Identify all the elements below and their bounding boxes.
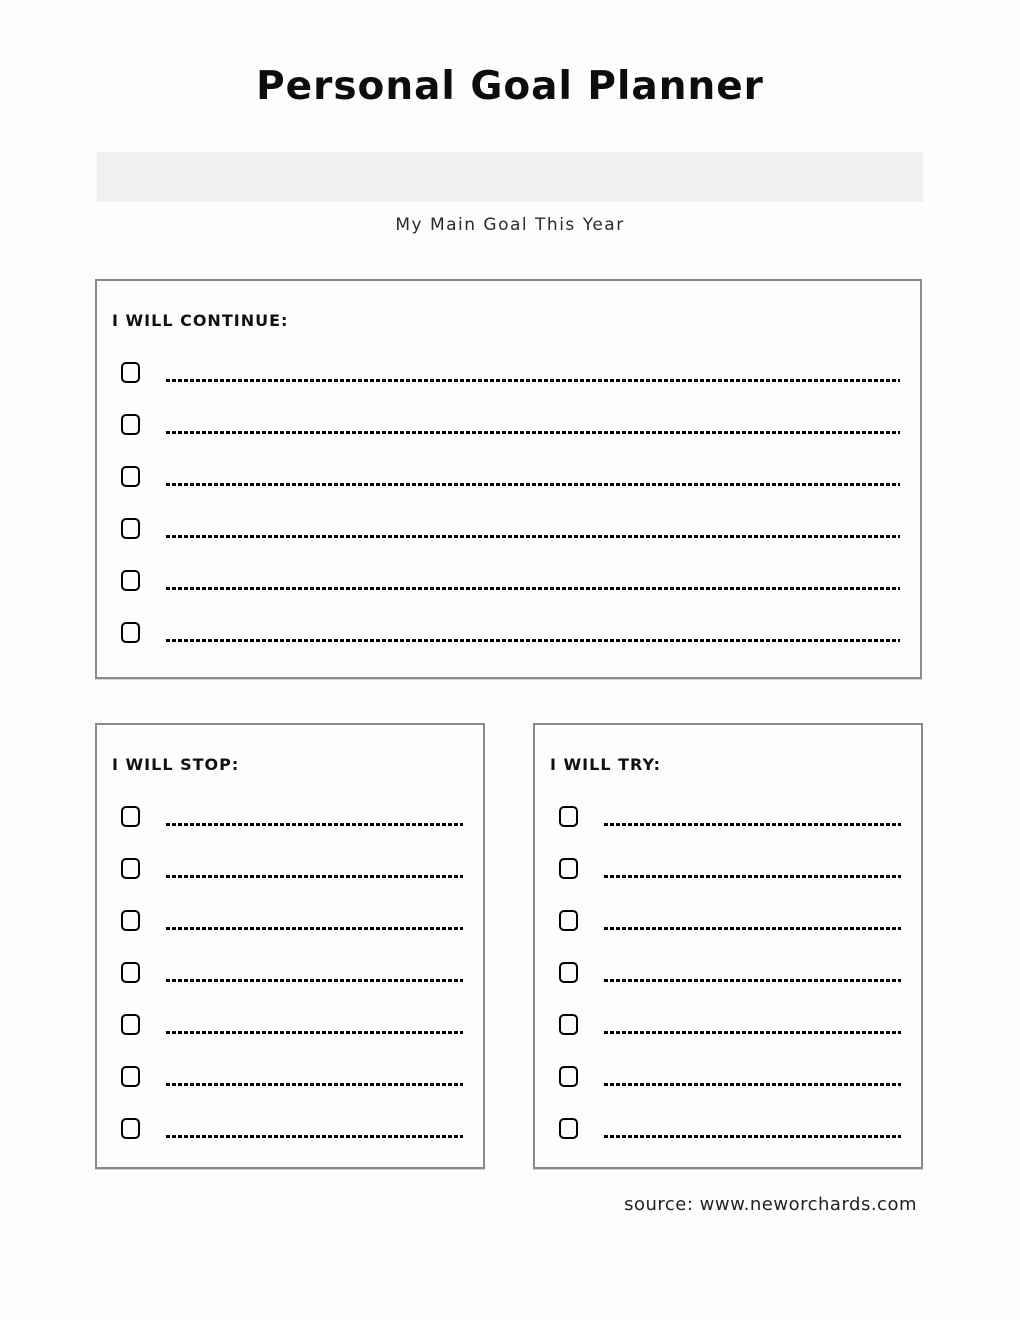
checkbox[interactable]	[121, 962, 140, 983]
fill-in-line[interactable]	[166, 823, 463, 826]
page-title: Personal Goal Planner	[256, 64, 764, 109]
checkbox[interactable]	[121, 1066, 140, 1087]
section-try-heading: I WILL TRY:	[550, 755, 662, 774]
fill-in-line[interactable]	[604, 1083, 901, 1086]
fill-in-line[interactable]	[166, 927, 463, 930]
checklist-row	[112, 554, 900, 606]
fill-in-line[interactable]	[604, 1135, 901, 1138]
fill-in-line[interactable]	[166, 875, 463, 878]
checklist-row	[112, 842, 463, 894]
fill-in-line[interactable]	[166, 639, 900, 642]
section-try-rows	[550, 790, 901, 1154]
checkbox[interactable]	[559, 858, 578, 879]
checklist-row	[112, 946, 463, 998]
fill-in-line[interactable]	[166, 1135, 463, 1138]
section-stop	[95, 723, 485, 1169]
section-stop-rows	[112, 790, 463, 1154]
checkbox[interactable]	[121, 570, 140, 591]
checkbox[interactable]	[559, 1066, 578, 1087]
fill-in-line[interactable]	[166, 979, 463, 982]
checklist-row	[550, 1050, 901, 1102]
fill-in-line[interactable]	[166, 431, 900, 434]
checkbox[interactable]	[559, 806, 578, 827]
checkbox[interactable]	[559, 1014, 578, 1035]
checklist-row	[112, 450, 900, 502]
checkbox[interactable]	[121, 622, 140, 643]
checklist-row	[550, 790, 901, 842]
fill-in-line[interactable]	[604, 979, 901, 982]
checklist-row	[112, 1050, 463, 1102]
fill-in-line[interactable]	[166, 1031, 463, 1034]
checklist-row	[112, 1102, 463, 1154]
fill-in-line[interactable]	[166, 587, 900, 590]
checkbox[interactable]	[121, 414, 140, 435]
section-stop-heading: I WILL STOP:	[112, 755, 240, 774]
section-try	[533, 723, 923, 1169]
fill-in-line[interactable]	[166, 379, 900, 382]
checkbox[interactable]	[559, 962, 578, 983]
section-continue	[95, 279, 922, 679]
checklist-row	[112, 998, 463, 1050]
bottom-sections	[95, 723, 1020, 1169]
checkbox[interactable]	[559, 910, 578, 931]
fill-in-line[interactable]	[166, 1083, 463, 1086]
checklist-row	[550, 946, 901, 998]
checkbox[interactable]	[121, 1118, 140, 1139]
checklist-row	[112, 790, 463, 842]
checklist-row	[550, 1102, 901, 1154]
checklist-row	[112, 398, 900, 450]
section-continue-heading: I WILL CONTINUE:	[112, 311, 289, 330]
checkbox[interactable]	[121, 518, 140, 539]
checklist-row	[112, 502, 900, 554]
main-goal-field[interactable]	[97, 152, 923, 202]
checkbox[interactable]	[121, 806, 140, 827]
checkbox[interactable]	[559, 1118, 578, 1139]
checklist-row	[112, 894, 463, 946]
fill-in-line[interactable]	[166, 483, 900, 486]
section-continue-rows	[112, 346, 900, 658]
checklist-row	[550, 894, 901, 946]
checkbox[interactable]	[121, 858, 140, 879]
main-goal-caption: My Main Goal This Year	[395, 215, 625, 235]
checkbox[interactable]	[121, 466, 140, 487]
checklist-row	[550, 998, 901, 1050]
checklist-row	[112, 346, 900, 398]
fill-in-line[interactable]	[604, 1031, 901, 1034]
source-text: source: www.neworchards.com	[624, 1194, 917, 1215]
fill-in-line[interactable]	[604, 927, 901, 930]
fill-in-line[interactable]	[604, 875, 901, 878]
checklist-row	[550, 842, 901, 894]
fill-in-line[interactable]	[166, 535, 900, 538]
checkbox[interactable]	[121, 910, 140, 931]
checklist-row	[112, 606, 900, 658]
fill-in-line[interactable]	[604, 823, 901, 826]
checkbox[interactable]	[121, 362, 140, 383]
checkbox[interactable]	[121, 1014, 140, 1035]
